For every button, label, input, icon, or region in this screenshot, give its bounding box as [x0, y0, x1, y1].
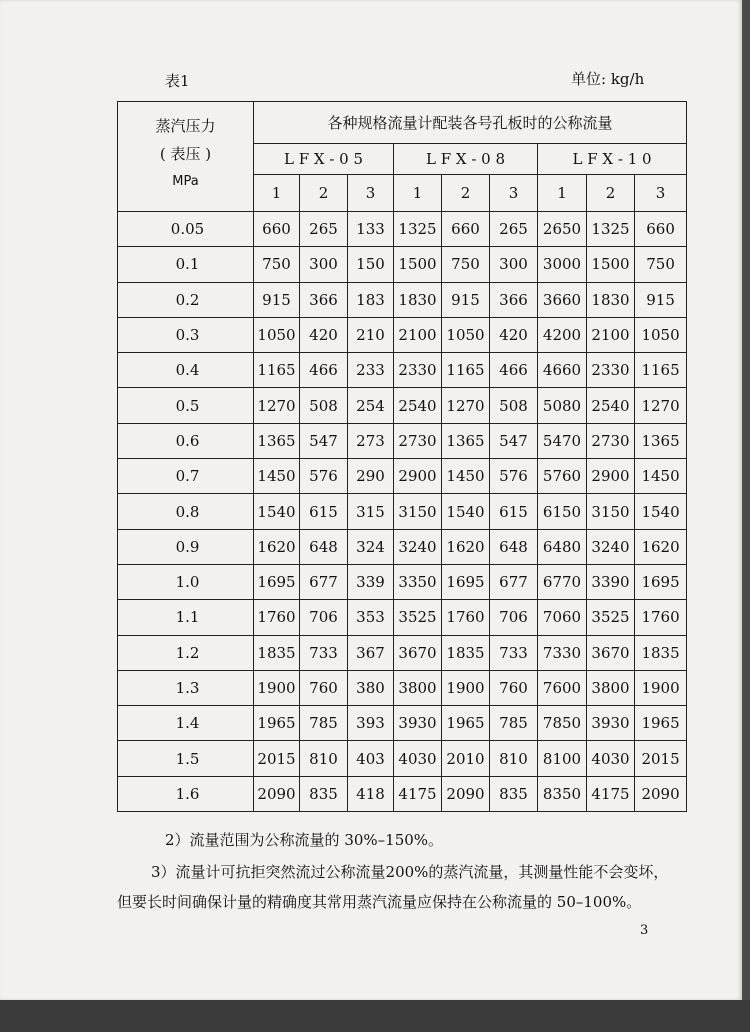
table-row: [118, 353, 687, 388]
flow-value-cell: 1050: [254, 317, 300, 352]
flow-value-cell: 615: [490, 494, 538, 529]
flow-value-cell: 1270: [635, 388, 687, 423]
flow-value-cell: 508: [300, 388, 348, 423]
pressure-header-unit: MPa: [172, 174, 199, 189]
flow-value-cell: 3670: [587, 635, 635, 670]
flow-value-cell: 750: [254, 247, 300, 282]
table-row: [118, 247, 687, 282]
flow-value-cell: 2900: [587, 459, 635, 494]
flow-value-cell: 1760: [442, 600, 490, 635]
flow-value-cell: 3930: [587, 706, 635, 741]
flow-value-cell: 615: [300, 494, 348, 529]
flow-value-cell: 576: [490, 459, 538, 494]
flow-value-cell: 3930: [394, 706, 442, 741]
flow-value-cell: 1965: [254, 706, 300, 741]
flow-value-cell: 2015: [635, 741, 687, 776]
pressure-cell: 1.2: [118, 635, 254, 670]
flow-value-cell: 3390: [587, 564, 635, 599]
table-row: [118, 564, 687, 599]
table-row: [118, 635, 687, 670]
table-row: [118, 600, 687, 635]
flow-value-cell: 915: [442, 282, 490, 317]
flow-value-cell: 1050: [635, 317, 687, 352]
flow-value-cell: 3240: [394, 529, 442, 564]
flow-value-cell: 576: [300, 459, 348, 494]
flow-value-cell: 4175: [394, 776, 442, 811]
flow-value-cell: 353: [348, 600, 394, 635]
flow-value-cell: 1835: [442, 635, 490, 670]
flow-value-cell: 4030: [394, 741, 442, 776]
pressure-cell: 0.1: [118, 247, 254, 282]
flow-value-cell: 706: [300, 600, 348, 635]
flow-value-cell: 366: [490, 282, 538, 317]
flow-value-cell: 1500: [394, 247, 442, 282]
table-row: [118, 317, 687, 352]
flow-value-cell: 2900: [394, 459, 442, 494]
flow-value-cell: 273: [348, 423, 394, 458]
flow-value-cell: 1450: [442, 459, 490, 494]
pressure-cell: 0.05: [118, 212, 254, 247]
flow-value-cell: 648: [490, 529, 538, 564]
flow-value-cell: 1900: [635, 670, 687, 705]
flow-value-cell: 6480: [538, 529, 587, 564]
flow-value-cell: 2100: [587, 317, 635, 352]
table-row: [118, 670, 687, 705]
plate-number-header: 3: [490, 175, 538, 212]
flow-value-cell: 810: [300, 741, 348, 776]
flow-value-cell: 915: [635, 282, 687, 317]
flow-value-cell: 760: [490, 670, 538, 705]
table-row: [118, 423, 687, 458]
flow-value-cell: 466: [300, 353, 348, 388]
flow-value-cell: 2010: [442, 741, 490, 776]
plate-number-header: 1: [254, 175, 300, 212]
flow-value-cell: 1540: [635, 494, 687, 529]
table-row: [118, 529, 687, 564]
flow-value-cell: 677: [300, 564, 348, 599]
flow-value-cell: 300: [490, 247, 538, 282]
flow-value-cell: 733: [490, 635, 538, 670]
flow-value-cell: 1900: [254, 670, 300, 705]
model-lfx08: L F X - 0 8: [394, 144, 538, 175]
flow-value-cell: 660: [442, 212, 490, 247]
flow-value-cell: 733: [300, 635, 348, 670]
flow-value-cell: 1620: [635, 529, 687, 564]
flow-value-cell: 1365: [442, 423, 490, 458]
flow-value-cell: 660: [254, 212, 300, 247]
flow-value-cell: 7600: [538, 670, 587, 705]
flow-value-cell: 1965: [635, 706, 687, 741]
flow-value-cell: 2730: [394, 423, 442, 458]
flow-value-cell: 915: [254, 282, 300, 317]
plate-number-header: 2: [300, 175, 348, 212]
flow-value-cell: 1835: [254, 635, 300, 670]
pressure-cell: 0.6: [118, 423, 254, 458]
flow-value-cell: 677: [490, 564, 538, 599]
pressure-cell: 1.6: [118, 776, 254, 811]
flow-value-cell: 1830: [587, 282, 635, 317]
pressure-cell: 0.3: [118, 317, 254, 352]
flow-value-cell: 4030: [587, 741, 635, 776]
pressure-cell: 0.8: [118, 494, 254, 529]
pressure-cell: 0.4: [118, 353, 254, 388]
table-row: [118, 459, 687, 494]
plate-number-header: 1: [394, 175, 442, 212]
flow-value-cell: 1965: [442, 706, 490, 741]
flow-value-cell: 324: [348, 529, 394, 564]
flow-value-cell: 5470: [538, 423, 587, 458]
flow-value-cell: 3800: [394, 670, 442, 705]
flow-value-cell: 2015: [254, 741, 300, 776]
table-label: 表1: [165, 72, 190, 90]
flow-value-cell: 3240: [587, 529, 635, 564]
flow-value-cell: 760: [300, 670, 348, 705]
flow-value-cell: 547: [300, 423, 348, 458]
flow-value-cell: 2730: [587, 423, 635, 458]
flow-value-cell: 2540: [394, 388, 442, 423]
plate-number-header: 2: [442, 175, 490, 212]
flow-value-cell: 2100: [394, 317, 442, 352]
flow-value-cell: 290: [348, 459, 394, 494]
flow-table: [117, 101, 687, 812]
flow-value-cell: 1620: [442, 529, 490, 564]
pressure-header: [118, 102, 254, 212]
model-lfx05: L F X - 0 5: [254, 144, 394, 175]
flow-value-cell: 835: [490, 776, 538, 811]
flow-value-cell: 7330: [538, 635, 587, 670]
flow-value-cell: 466: [490, 353, 538, 388]
flow-value-cell: 6150: [538, 494, 587, 529]
flow-value-cell: 2090: [442, 776, 490, 811]
flow-value-cell: 1365: [254, 423, 300, 458]
flow-value-cell: 706: [490, 600, 538, 635]
pressure-cell: 0.5: [118, 388, 254, 423]
pressure-cell: 0.9: [118, 529, 254, 564]
flow-value-cell: 4660: [538, 353, 587, 388]
flow-value-cell: 4200: [538, 317, 587, 352]
flow-value-cell: 367: [348, 635, 394, 670]
flow-value-cell: 2330: [394, 353, 442, 388]
flow-value-cell: 254: [348, 388, 394, 423]
flow-value-cell: 1695: [442, 564, 490, 599]
pressure-cell: 1.0: [118, 564, 254, 599]
note-2: 2）流量范围为公称流量的 30%–150%。: [165, 831, 444, 849]
pressure-cell: 0.7: [118, 459, 254, 494]
flow-value-cell: 3350: [394, 564, 442, 599]
flow-value-cell: 2090: [254, 776, 300, 811]
flow-value-cell: 1695: [254, 564, 300, 599]
flow-value-cell: 133: [348, 212, 394, 247]
pressure-header-line2: ( 表压 ): [159, 145, 212, 163]
flow-value-cell: 785: [300, 706, 348, 741]
flow-value-cell: 1760: [254, 600, 300, 635]
flow-value-cell: 150: [348, 247, 394, 282]
flow-value-cell: 1165: [442, 353, 490, 388]
flow-value-cell: 1540: [442, 494, 490, 529]
flow-value-cell: 1500: [587, 247, 635, 282]
flow-value-cell: 1695: [635, 564, 687, 599]
pressure-cell: 1.3: [118, 670, 254, 705]
flow-value-cell: 835: [300, 776, 348, 811]
flow-value-cell: 1325: [587, 212, 635, 247]
flow-value-cell: 315: [348, 494, 394, 529]
flow-value-cell: 7060: [538, 600, 587, 635]
flow-value-cell: 750: [442, 247, 490, 282]
flow-value-cell: 1165: [254, 353, 300, 388]
flow-value-cell: 366: [300, 282, 348, 317]
flow-value-cell: 393: [348, 706, 394, 741]
flow-value-cell: 300: [300, 247, 348, 282]
pressure-cell: 1.5: [118, 741, 254, 776]
flow-value-cell: 1165: [635, 353, 687, 388]
note-3-line2: 但要长时间确保计量的精确度其常用蒸汽流量应保持在公称流量的 50–100%。: [117, 893, 642, 911]
flow-value-cell: 2330: [587, 353, 635, 388]
note-3-line1: 3）流量计可抗拒突然流过公称流量200%的蒸汽流量，其测量性能不会变坏，: [151, 863, 669, 881]
pressure-cell: 1.1: [118, 600, 254, 635]
flow-value-cell: 3525: [587, 600, 635, 635]
page-number: 3: [640, 923, 649, 938]
flow-value-cell: 403: [348, 741, 394, 776]
table-row: [118, 776, 687, 811]
flow-value-cell: 2650: [538, 212, 587, 247]
scan-background: [0, 1000, 750, 1032]
flow-value-cell: 785: [490, 706, 538, 741]
flow-value-cell: 3800: [587, 670, 635, 705]
flow-value-cell: 3150: [394, 494, 442, 529]
table-row: [118, 212, 687, 247]
flow-value-cell: 1830: [394, 282, 442, 317]
flow-value-cell: 1835: [635, 635, 687, 670]
flow-value-cell: 8350: [538, 776, 587, 811]
flow-value-cell: 648: [300, 529, 348, 564]
table-row: [118, 388, 687, 423]
flow-value-cell: 1050: [442, 317, 490, 352]
flow-value-cell: 3000: [538, 247, 587, 282]
table-row: [118, 282, 687, 317]
flow-value-cell: 6770: [538, 564, 587, 599]
model-lfx10: L F X - 1 0: [538, 144, 687, 175]
flow-value-cell: 339: [348, 564, 394, 599]
flow-value-cell: 3660: [538, 282, 587, 317]
flow-value-cell: 5080: [538, 388, 587, 423]
plate-number-header: 2: [587, 175, 635, 212]
flow-value-cell: 1270: [254, 388, 300, 423]
flow-value-cell: 418: [348, 776, 394, 811]
flow-value-cell: 420: [300, 317, 348, 352]
flow-value-cell: 3670: [394, 635, 442, 670]
flow-value-cell: 265: [490, 212, 538, 247]
pressure-header-line1: 蒸汽压力: [155, 117, 216, 135]
plate-number-header: 3: [348, 175, 394, 212]
flow-value-cell: 8100: [538, 741, 587, 776]
flow-value-cell: 1450: [254, 459, 300, 494]
flow-value-cell: 1620: [254, 529, 300, 564]
flow-value-cell: 210: [348, 317, 394, 352]
flow-value-cell: 1900: [442, 670, 490, 705]
flow-value-cell: 1760: [635, 600, 687, 635]
flow-value-cell: 3150: [587, 494, 635, 529]
table-row: [118, 706, 687, 741]
flow-value-cell: 1270: [442, 388, 490, 423]
table-row: [118, 741, 687, 776]
flow-value-cell: 508: [490, 388, 538, 423]
flow-value-cell: 1450: [635, 459, 687, 494]
pressure-cell: 0.2: [118, 282, 254, 317]
pressure-cell: 1.4: [118, 706, 254, 741]
flow-value-cell: 4175: [587, 776, 635, 811]
plate-number-header: 3: [635, 175, 687, 212]
group-title: 各种规格流量计配装各号孔板时的公称流量: [254, 102, 687, 144]
flow-value-cell: 233: [348, 353, 394, 388]
flow-value-cell: 5760: [538, 459, 587, 494]
flow-value-cell: 2540: [587, 388, 635, 423]
flow-value-cell: 547: [490, 423, 538, 458]
flow-value-cell: 1540: [254, 494, 300, 529]
flow-value-cell: 265: [300, 212, 348, 247]
unit-label: 单位: kg/h: [571, 70, 645, 88]
flow-value-cell: 660: [635, 212, 687, 247]
table-row: [118, 494, 687, 529]
flow-value-cell: 183: [348, 282, 394, 317]
flow-value-cell: 420: [490, 317, 538, 352]
flow-value-cell: 3525: [394, 600, 442, 635]
flow-value-cell: 380: [348, 670, 394, 705]
flow-value-cell: 1325: [394, 212, 442, 247]
flow-value-cell: 2090: [635, 776, 687, 811]
flow-value-cell: 810: [490, 741, 538, 776]
flow-value-cell: 750: [635, 247, 687, 282]
flow-value-cell: 1365: [635, 423, 687, 458]
flow-value-cell: 7850: [538, 706, 587, 741]
plate-number-header: 1: [538, 175, 587, 212]
